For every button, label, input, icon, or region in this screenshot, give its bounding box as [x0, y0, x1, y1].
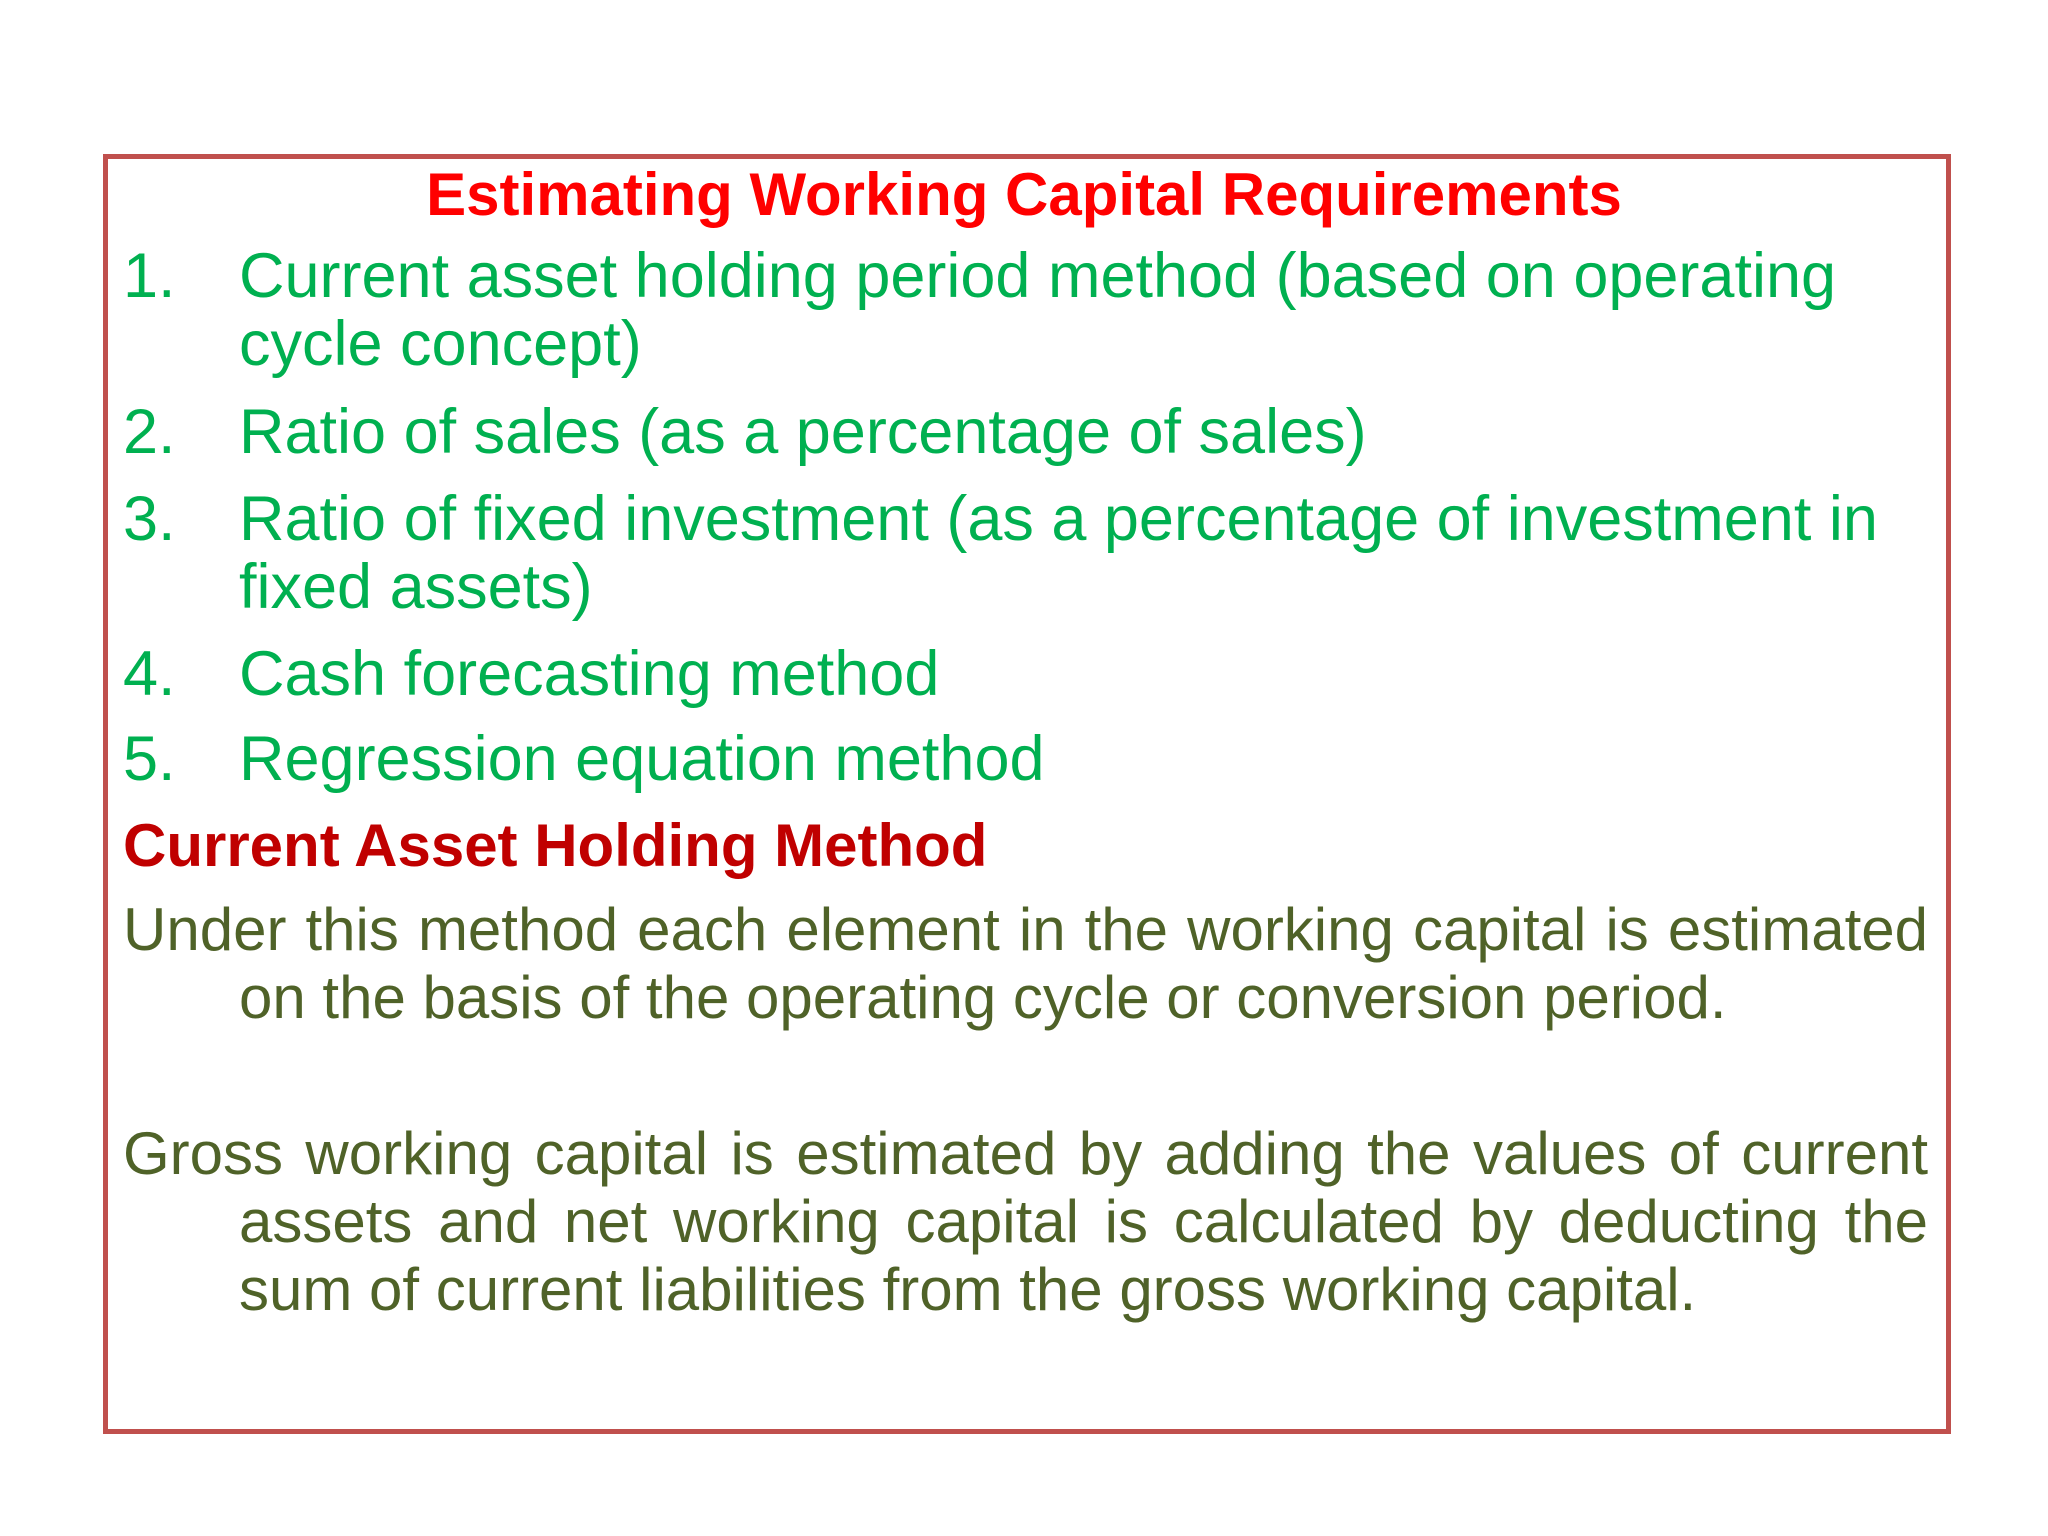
- section-title: Current Asset Holding Method: [123, 812, 988, 879]
- method-number: 2.: [123, 397, 176, 467]
- paragraph-gross-net-working-capital: Gross working capital is estimated by adding the values of current assets and net working capital is calculated by deducting the sum of current liabilities from the gross working capital.: [123, 1120, 1928, 1323]
- method-number: 3.: [123, 484, 176, 554]
- method-number: 4.: [123, 639, 176, 709]
- method-text: Regression equation method: [239, 724, 1045, 794]
- method-number: 1.: [123, 241, 176, 311]
- method-text: Ratio of sales (as a percentage of sales): [239, 397, 1367, 467]
- method-text: Current asset holding period method (based on operating cycle concept): [239, 241, 1837, 379]
- paragraph-method-description: Under this method each element in the working capital is estimated on the basis of the operating cycle or conversion period.: [123, 896, 1928, 1031]
- method-text: Ratio of fixed investment (as a percentage of investment in fixed assets): [239, 484, 1878, 622]
- method-text: Cash forecasting method: [239, 639, 940, 709]
- method-number: 5.: [123, 724, 176, 794]
- slide-title: Estimating Working Capital Requirements: [426, 161, 1622, 228]
